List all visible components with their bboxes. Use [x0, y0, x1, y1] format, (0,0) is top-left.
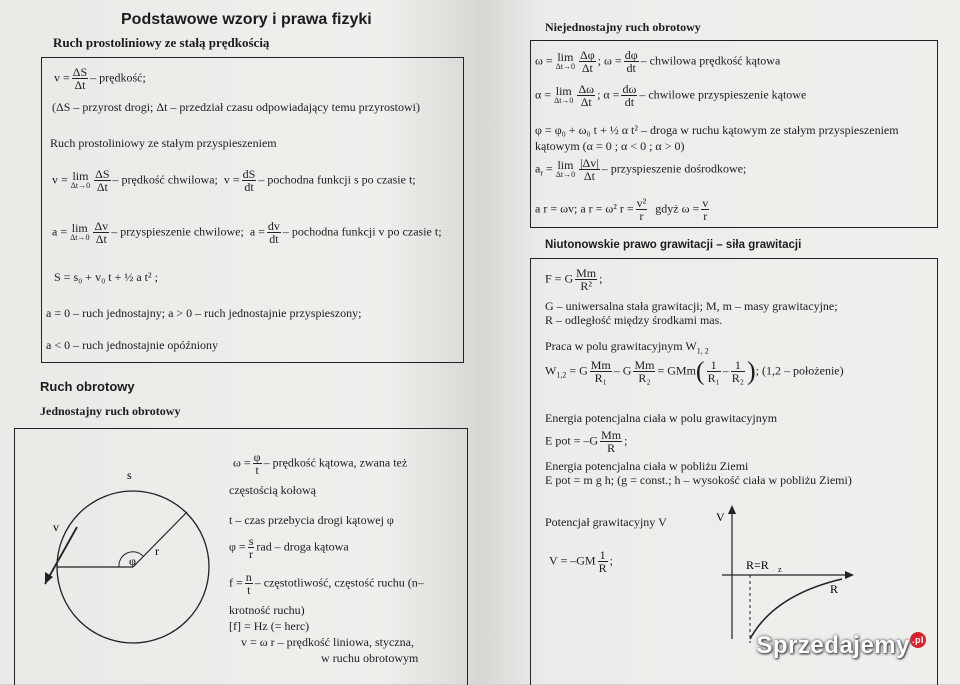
label-r: r — [155, 544, 159, 558]
t-description: t – czas przebycia drogi kątowej φ — [229, 513, 394, 527]
linear-velocity: v = ω r – prędkość liniowa, styczna, — [241, 635, 414, 649]
label-v: v — [53, 520, 59, 534]
omega-formula: ω = $\frac{\varphi}{t}$ – prędkość kątowa, zwana też — [233, 450, 408, 477]
phi-formula: φ = $\frac{s}{r}$ rad – droga kątowa — [229, 534, 349, 561]
graph-label-v: V — [716, 510, 725, 524]
section-subheading-uniform-rotation: Jednostajny ruch obrotowy — [40, 404, 181, 418]
angular-accel-formula: α = lim Δt→0 $\frac{\Delta\omega}{\Delta t}$ ; α = $\frac{d\omega}{dt}$ – chwilowe przyspieszenie kątowe — [535, 82, 807, 109]
right-page — [478, 0, 960, 684]
rotation-diagram — [15, 459, 235, 679]
motion-cases-line2: a < 0 – ruch jednostajnie opóźniony — [46, 338, 219, 352]
section-heading-gravitation: Niutonowskie prawo grawitacji – siła grawitacji — [545, 239, 802, 251]
nonuniform-rotation-box — [530, 40, 938, 228]
work-title: Praca w polu grawitacyjnym $W_{1, 2}$ — [545, 339, 709, 356]
graph-potential-curve — [750, 579, 842, 639]
label-phi: φ — [129, 554, 136, 568]
r-description: R – odległość między środkami mas. — [545, 313, 723, 327]
uniform-motion-box — [41, 57, 464, 363]
centripetal-accel-formula: $a_r = \lim$ Δt→0 $\frac{|\Delta v|}{\Delta t}$ – przyspieszenie dośrodkowe; — [535, 156, 747, 183]
gravitation-box — [530, 258, 938, 685]
potential-title: Potencjał grawitacyjny V — [545, 515, 667, 529]
angular-velocity-formula: ω = lim Δt→0 $\frac{\Delta\varphi}{\Delta t}$ ; ω = $\frac{d\varphi}{dt}$ – chwilowa prędkość kątowa — [535, 48, 781, 75]
left-page — [0, 0, 478, 684]
velocity-arrowhead — [45, 572, 53, 584]
instant-speed-formula: v = lim Δt→0 $\frac{\Delta S}{\Delta t}$ – prędkość chwilowa; v = $\frac{dS}{dt}$ – pochodna funkcji s po czasie t; — [52, 167, 416, 194]
graph-label-rz-sub: z — [778, 565, 782, 574]
graph-label-r: R — [830, 582, 839, 596]
section-heading-nonuniform-rotation: Niejednostajny ruch obrotowy — [545, 20, 701, 34]
distance-formula: S = s₀ + v₀ t + ½ a t² ; — [54, 270, 158, 284]
avg-speed-note: (ΔS – przyrost drogi; Δt – przedział czasu odpowiadający temu przyrostowi) — [52, 100, 420, 114]
watermark-logo: Sprzedajemy .pl — [756, 632, 924, 659]
potential-graph — [716, 499, 866, 649]
epot-earth-title: Energia potencjalna ciała w pobliżu Ziemi — [545, 459, 749, 473]
linear-velocity-cont: w ruchu obrotowym — [321, 651, 419, 665]
avg-speed-formula: v = $\frac{\Delta S}{\Delta t}$ – prędkość; — [54, 65, 146, 92]
g-description: G – uniwersalna stała grawitacji; M, m – masy grawitacyjne; — [545, 299, 838, 313]
epot-field-title: Energia potencjalna ciała w polu grawitacyjnym — [545, 411, 778, 425]
frequency-unit: [f] = Hz (= herc) — [229, 619, 310, 633]
const-accel-subheading: Ruch prostoliniowy ze stałym przyspieszeniem — [50, 136, 277, 150]
work-formula: $W_{1,2} = G$ $\frac{Mm}{\text{R₁}}$ – G $\frac{Mm}{\text{R₂}}$ = GMm( $\frac{1}{\text{R₁}}$ – $\frac{1}{\text{R₂}}$ ); (1,2 – położenie) — [545, 356, 844, 386]
frequency-desc-cont: krotność ruchu) — [229, 603, 305, 617]
potential-formula: V = –GM $\frac{1}{R}$ ; — [549, 548, 613, 575]
angular-distance-cont: kątowym (α = 0 ; α < 0 ; α > 0) — [535, 139, 685, 153]
graph-v-arrow — [728, 505, 736, 514]
frequency-formula: f = $\frac{n}{t}$ – częstotliwość, częstość ruchu (n– — [229, 570, 424, 597]
section-heading-rotation: Ruch obrotowy — [40, 379, 135, 394]
main-title: Podstawowe wzory i prawa fizyki — [121, 11, 372, 28]
graph-label-rz: R=R — [746, 558, 769, 572]
centripetal-accel-relations: a r = ωv; a r = ω² r = $\frac{\text{v²}}{r}$ gdyż ω = $\frac{v}{r}$ — [535, 196, 709, 223]
graph-r-arrow — [845, 571, 854, 579]
angular-distance-formula: φ = φ₀ + ω₀ t + ½ α t² – droga w ruchu kątowym ze stałym przyspieszeniem — [535, 123, 899, 137]
motion-cases-line1: a = 0 – ruch jednostajny; a > 0 – ruch jednostajnie przyspieszony; — [46, 306, 362, 320]
instant-accel-formula: a = lim Δt→0 $\frac{\Delta v}{\Delta t}$ – przyspieszenie chwilowe; a = $\frac{dv}{dt}$ – pochodna funkcji v po czasie t; — [52, 219, 442, 246]
omega-desc-cont: częstością kołową — [229, 483, 316, 497]
radius-line — [133, 512, 187, 567]
epot-earth-formula: E pot = m g h; (g = const.; h – wysokość ciała w pobliżu Ziemi) — [545, 473, 852, 487]
label-s: s — [127, 468, 132, 482]
newton-gravity-formula: F = G $\frac{Mm}{\text{R²}}$ ; — [545, 266, 603, 293]
uniform-rotation-box — [14, 428, 468, 685]
section-heading-uniform-motion: Ruch prostoliniowy ze stałą prędkością — [53, 35, 270, 50]
epot-field-formula: E pot = –G $\frac{Mm}{R}$ ; — [545, 428, 628, 455]
